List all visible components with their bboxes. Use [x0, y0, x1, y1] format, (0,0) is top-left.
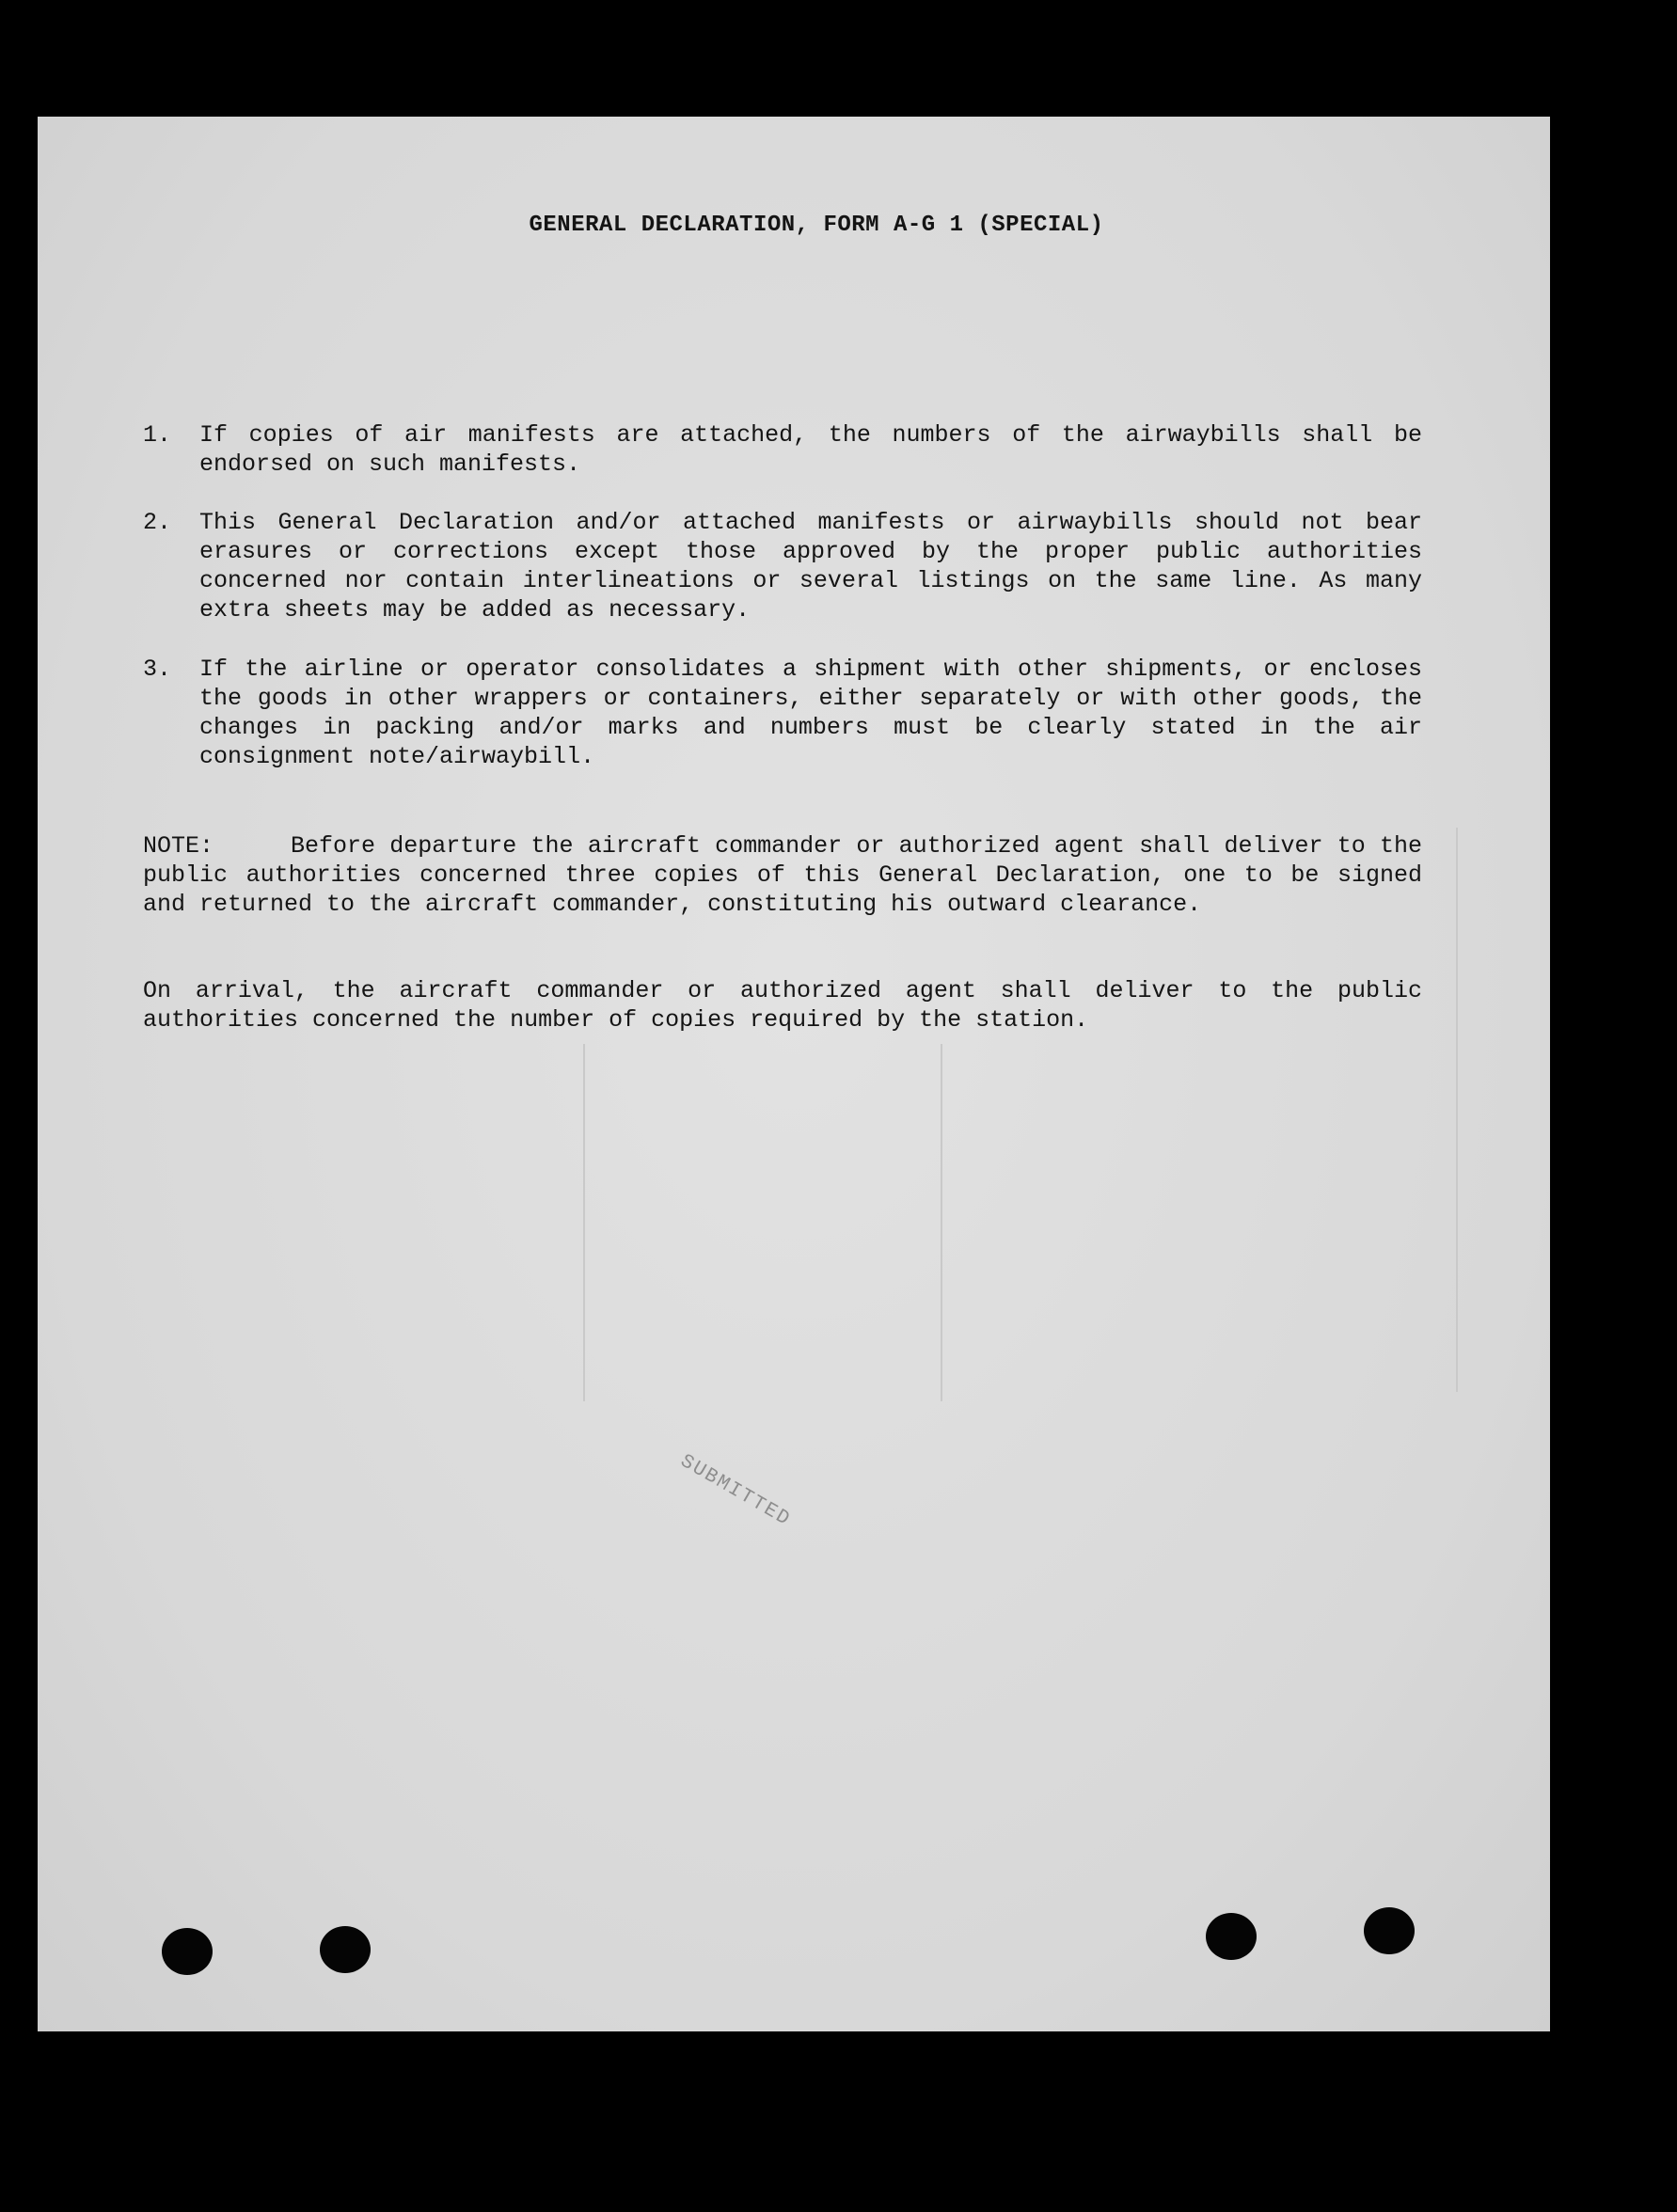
list-item — [143, 655, 1422, 771]
faint-stamp: SUBMITTED — [676, 1450, 795, 1532]
bleed-through-line — [583, 1044, 585, 1401]
document-title: GENERAL DECLARATION, FORM A-G 1 (SPECIAL) — [529, 213, 1104, 238]
list-item — [143, 508, 1422, 624]
item-number: 2. — [143, 509, 172, 536]
item-text: This General Declaration and/or attached manifests or airwaybills should not bear erasures or corrections except those approved by the proper public authorities concerned nor contain interlineations or several listings on the same line. As many extra sheets may be added as necessary. — [199, 509, 1422, 624]
punch-hole — [1206, 1913, 1257, 1960]
list-item — [143, 420, 1422, 479]
punch-hole — [162, 1928, 213, 1975]
item-text: If the airline or operator consolidates a shipment with other shipments, or encloses the goods in other wrappers or containers, either separately or with other goods, the changes in packing and/or marks and numbers must be clearly stated in the air consignment note/airwaybill. — [199, 656, 1422, 770]
note-text: Before departure the aircraft commander or authorized agent shall deliver to the public authorities concerned three copies of this General Declaration, one to be signed and returned to the aircraft commander, constituting his outward clearance. — [143, 832, 1422, 918]
arrival-paragraph: On arrival, the aircraft commander or authorized agent shall deliver to the public authorities concerned the number of copies required by the station. — [143, 977, 1422, 1034]
note-paragraph — [143, 831, 1422, 919]
item-number: 1. — [143, 421, 172, 449]
document-page — [38, 117, 1550, 2031]
item-number: 3. — [143, 656, 172, 683]
punch-hole — [320, 1926, 371, 1973]
bleed-through-line — [1456, 828, 1458, 1392]
punch-hole — [1364, 1907, 1415, 1954]
note-label: NOTE: — [143, 832, 214, 860]
bleed-through-line — [941, 1044, 942, 1401]
item-text: If copies of air manifests are attached, the numbers of the airwaybills shall be endorsed on such manifests. — [199, 421, 1422, 478]
